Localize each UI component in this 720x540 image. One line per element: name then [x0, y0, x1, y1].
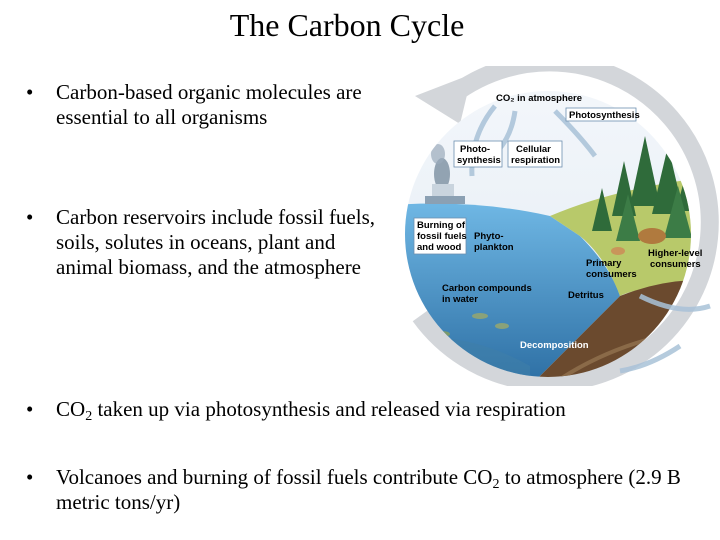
- bullet-marker: •: [26, 397, 34, 421]
- fish-animal: [495, 323, 509, 329]
- bullet-text: Carbon reservoirs include fossil fuels, soils, solutes in oceans, plant and animal biomass, and the atmosphere: [56, 205, 376, 279]
- bullet-co2-photosynthesis: [26, 397, 706, 422]
- carbon-cycle-diagram: [380, 66, 720, 386]
- label-primary-consumers-1: Primary: [586, 258, 622, 269]
- label-burning-1: Burning of: [417, 220, 466, 231]
- label-primary-consumers-2: consumers: [586, 269, 637, 280]
- label-cellular-respiration-2: respiration: [511, 155, 561, 166]
- subscript-2: 2: [492, 477, 500, 492]
- label-photosynthesis: Photosynthesis: [569, 110, 640, 121]
- label-burning-3: and wood: [417, 242, 462, 253]
- label-cellular-respiration-1: Cellular: [516, 144, 551, 155]
- label-carbon-compounds-1: Carbon compounds: [442, 283, 532, 294]
- label-photo-synthesis-2: synthesis: [457, 155, 501, 166]
- bullet-text: [26, 397, 706, 422]
- bullet-text: [26, 465, 711, 515]
- bullet-marker: •: [26, 80, 34, 104]
- label-photo-synthesis-1: Photo-: [460, 144, 491, 155]
- label-higher-consumers-2: consumers: [650, 259, 701, 270]
- bullet-text-pre: CO: [56, 397, 86, 421]
- bullet-text-post: taken up via photosynthesis and released via respiration: [92, 397, 566, 421]
- label-higher-consumers-1: Higher-level: [648, 248, 703, 259]
- bullet-marker: •: [26, 465, 34, 489]
- bullet-text-post: to atmosphere (2.9 B metric tons/yr): [56, 465, 681, 514]
- subscript-2: 2: [85, 409, 93, 424]
- bullet-volcanoes: [26, 465, 711, 515]
- slide-title: The Carbon Cycle: [229, 7, 465, 43]
- deer-animal: [638, 228, 666, 244]
- label-phytoplankton-2: plankton: [474, 242, 514, 253]
- bullet-organic-molecules: [26, 80, 376, 130]
- bullet-text-pre: Volcanoes and burning of fossil fuels contribute CO: [56, 465, 493, 489]
- label-phytoplankton-1: Phyto-: [474, 231, 504, 242]
- label-burning-2: fossil fuels: [417, 231, 467, 242]
- fish-animal: [472, 313, 488, 319]
- label-decomposition: Decomposition: [520, 340, 589, 351]
- label-detritus: Detritus: [568, 290, 604, 301]
- label-co2-atmosphere: CO₂ in atmosphere: [496, 93, 583, 104]
- bullet-carbon-reservoirs: [26, 205, 376, 280]
- bullet-text: Carbon-based organic molecules are essential to all organisms: [56, 80, 362, 129]
- label-carbon-compounds-2: in water: [442, 294, 478, 305]
- bullet-marker: •: [26, 205, 34, 229]
- rabbit-animal: [611, 247, 625, 255]
